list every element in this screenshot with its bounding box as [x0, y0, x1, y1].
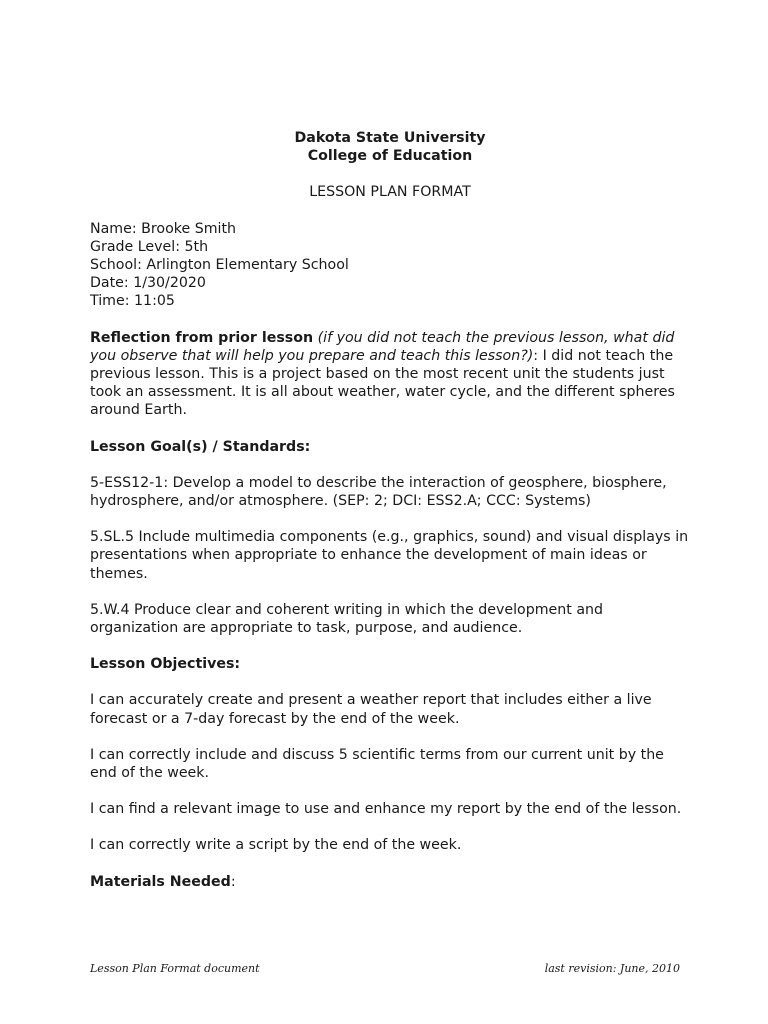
- objective-item: I can correctly include and discuss 5 scientific terms from our current unit by the end of the week.: [90, 746, 664, 782]
- goal-item: 5.SL.5 Include multimedia components (e.g., graphics, sound) and visual displays in presentations when appropriate to enhance the development of main ideas or themes.: [90, 529, 689, 582]
- goals-heading: Lesson Goal(s) / Standards:: [90, 438, 311, 455]
- materials-heading: Materials Needed: [90, 873, 231, 890]
- reflection-prompt: (if you did not teach the previous lesson, what did you observe that will help you prepare and teach this lesson?): [90, 329, 675, 364]
- info-block: [90, 220, 690, 311]
- materials-line: [90, 873, 690, 891]
- footer-right: last revision: June, 2010: [544, 962, 680, 975]
- time-line: Time: 11:05: [90, 293, 175, 310]
- objective-item: I can find a relevant image to use and enhance my report by the end of the lesson.: [90, 801, 682, 818]
- goal-item: 5-ESS12-1: Develop a model to describe the interaction of geosphere, biosphere, hydrosphere, and/or atmosphere. (SEP: 2; DCI: ESS2.A; CCC: Systems): [90, 474, 667, 510]
- reflection-paragraph: [90, 329, 690, 420]
- grade-line: Grade Level: 5th: [90, 238, 209, 255]
- reflection-heading: Reflection from prior lesson: [90, 329, 314, 346]
- objective-item: I can correctly write a script by the end of the week.: [90, 837, 462, 854]
- objectives-heading: Lesson Objectives:: [90, 656, 241, 673]
- university-name: Dakota State University: [294, 130, 486, 146]
- document-body: [90, 129, 690, 891]
- goal-item: 5.W.4 Produce clear and coherent writing in which the development and organization are appropriate to task, purpose, and audience.: [90, 601, 604, 637]
- page-footer: [90, 962, 680, 975]
- footer-left: Lesson Plan Format document: [90, 962, 260, 975]
- school-line: School: Arlington Elementary School: [90, 257, 349, 274]
- date-line: Date: 1/30/2020: [90, 275, 206, 292]
- reflection-text: : I did not teach the previous lesson. This is a project based on the most recent unit the students just took an assessment. It is all about weather, water cycle, and the different spheres around Earth.: [90, 347, 675, 419]
- name-line: Name: Brooke Smith: [90, 220, 237, 237]
- objective-item: I can accurately create and present a weather report that includes either a live forecast or a 7-day forecast by the end of the week.: [90, 692, 652, 727]
- college-name: College of Education: [307, 148, 473, 165]
- materials-colon: :: [230, 873, 236, 890]
- document-title: LESSON PLAN FORMAT: [309, 184, 471, 201]
- title-block: [90, 129, 690, 202]
